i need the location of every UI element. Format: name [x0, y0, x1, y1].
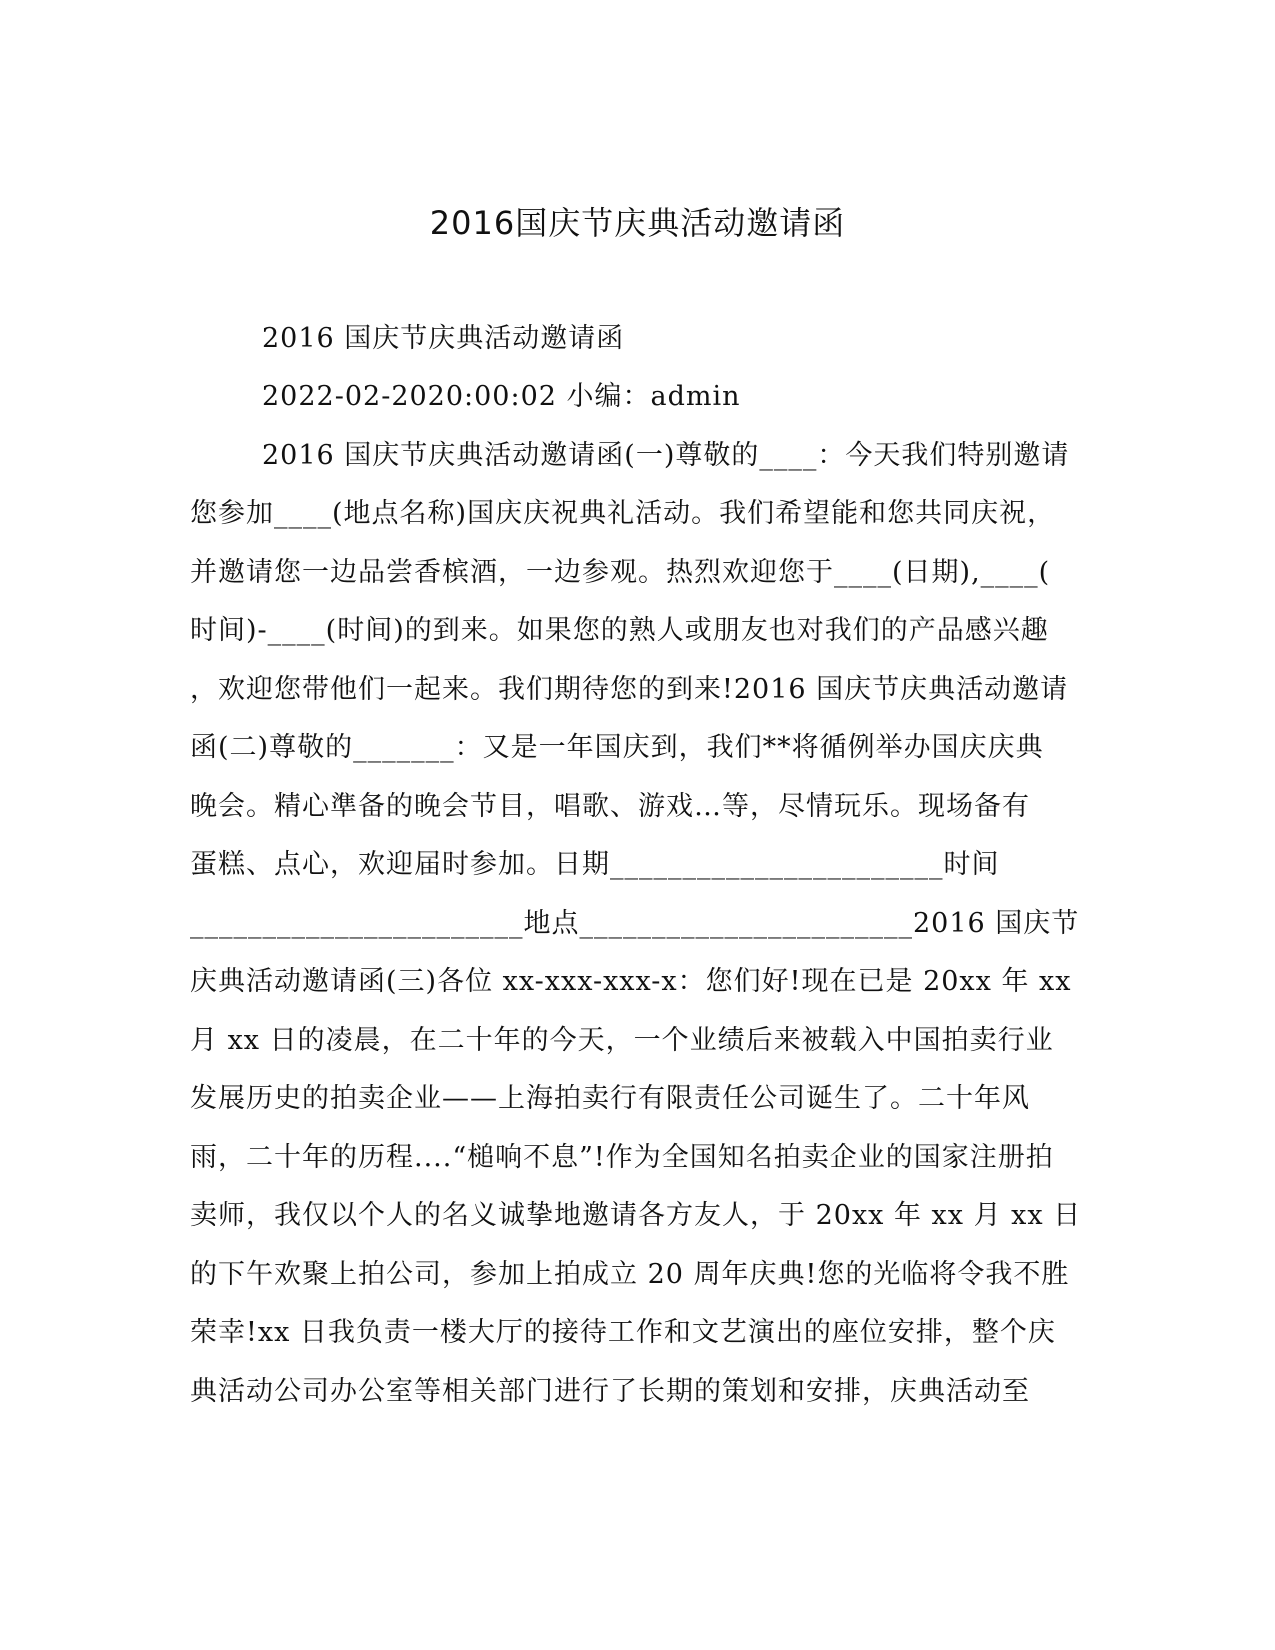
body-line: 时间)-____(时间)的到来。如果您的熟人或朋友也对我们的产品感兴趣 — [190, 615, 1049, 646]
body-line: 庆典活动邀请函(三)各位 xx-xxx-xxx-x：您们好!现在已是 20xx 年 xx — [190, 966, 1072, 997]
body-line: 晚会。精心準备的晚会节目，唱歌、游戏…等，尽情玩乐。现场备有 — [190, 791, 1030, 822]
body-line: 月 xx 日的凌晨，在二十年的今天，一个业绩后来被载入中国拍卖行业 — [190, 1025, 1054, 1056]
body-line: 发展历史的拍卖企业——上海拍卖行有限责任公司诞生了。二十年风 — [190, 1083, 1030, 1114]
body-line: _______________________地点_______________________2016 国庆节 — [190, 908, 1080, 939]
body-line: 荣幸!xx 日我负责一楼大厅的接待工作和文艺演出的座位安排，整个庆 — [190, 1317, 1056, 1348]
body-line: 函(二)尊敬的_______：又是一年国庆到，我们**将循例举办国庆庆典 — [190, 732, 1044, 763]
body-line: ，欢迎您带他们一起来。我们期待您的到来!2016 国庆节庆典活动邀请 — [190, 674, 1069, 705]
body-line: 并邀请您一边品尝香槟酒，一边参观。热烈欢迎您于____(日期),____( — [190, 557, 1051, 588]
body-line: 蛋糕、点心，欢迎届时参加。日期_______________________时间 — [190, 849, 1000, 880]
body-line: 典活动公司办公室等相关部门进行了长期的策划和安排，庆典活动至 — [190, 1376, 1030, 1407]
document-title: 2016国庆节庆典活动邀请函 — [429, 204, 846, 242]
body-line: 卖师，我仅以个人的名义诚挚地邀请各方友人，于 20xx 年 xx 月 xx 日 — [190, 1200, 1082, 1231]
document-meta: 2022-02-2020:00:02 小编：admin — [262, 381, 741, 412]
body-line: 的下午欢聚上拍公司，参加上拍成立 20 周年庆典!您的光临将令我不胜 — [190, 1259, 1070, 1290]
body-line: 您参加____(地点名称)国庆庆祝典礼活动。我们希望能和您共同庆祝， — [190, 498, 1056, 529]
body-line: 雨，二十年的历程....“槌响不息”!作为全国知名拍卖企业的国家注册拍 — [190, 1142, 1054, 1173]
body-line: 2016 国庆节庆典活动邀请函(一)尊敬的____：今天我们特别邀请 — [262, 440, 1070, 471]
document-subtitle: 2016 国庆节庆典活动邀请函 — [262, 323, 625, 354]
